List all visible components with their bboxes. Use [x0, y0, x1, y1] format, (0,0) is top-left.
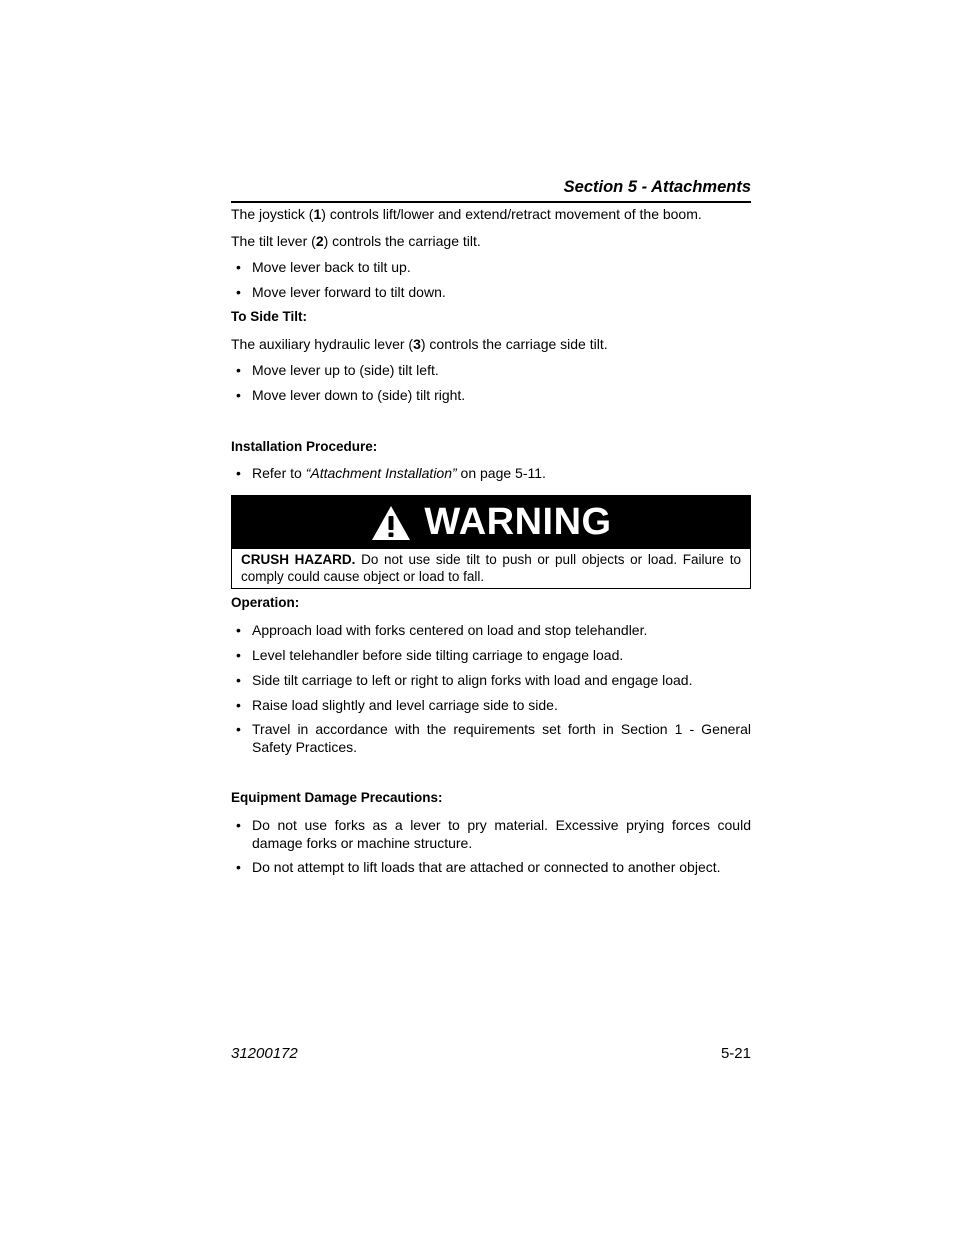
- list-item: • Raise load slightly and level carriage side to side.: [236, 697, 558, 713]
- aux-lever-paragraph: The auxiliary hydraulic lever (3) controls the carriage side tilt.: [231, 336, 608, 352]
- hazard-label: CRUSH HAZARD.: [241, 552, 356, 567]
- bullet-icon: •: [236, 859, 241, 875]
- warning-box: [231, 495, 751, 589]
- bullet-icon: •: [236, 284, 241, 300]
- bullet-icon: •: [236, 259, 241, 275]
- list-item: • Move lever forward to tilt down.: [236, 284, 446, 300]
- list-item: • Do not use forks as a lever to pry material. Excessive prying forces could damage forks or machine structure.: [236, 817, 751, 851]
- list-item: • Travel in accordance with the requirements set forth in Section 1 - General Safety Practices.: [236, 721, 751, 755]
- bullet-icon: •: [236, 672, 241, 688]
- warning-banner: [232, 496, 750, 549]
- list-item: • Do not attempt to lift loads that are attached or connected to another object.: [236, 859, 721, 875]
- installation-heading: Installation Procedure:: [231, 439, 378, 454]
- section-header: [231, 177, 751, 203]
- bullet-icon: •: [236, 817, 241, 833]
- section-title: Section 5 - Attachments: [563, 178, 751, 196]
- operation-heading: Operation:: [231, 595, 300, 610]
- list-item: • Level telehandler before side tilting carriage to engage load.: [236, 647, 624, 663]
- warning-triangle-icon: [370, 504, 412, 542]
- list-item: • Approach load with forks centered on load and stop telehandler.: [236, 622, 648, 638]
- bullet-icon: •: [236, 721, 241, 737]
- bullet-icon: •: [236, 622, 241, 638]
- manual-page: [231, 0, 751, 1235]
- bullet-icon: •: [236, 362, 241, 378]
- bullet-icon: •: [236, 465, 241, 481]
- bullet-icon: •: [236, 697, 241, 713]
- warning-text: CRUSH HAZARD. Do not use side tilt to push or pull objects or load. Failure to comply could cause object or load to fall.: [241, 552, 741, 584]
- bullet-icon: •: [236, 647, 241, 663]
- bullet-icon: •: [236, 387, 241, 403]
- list-item: • Refer to “Attachment Installation” on page 5-11.: [236, 465, 546, 481]
- list-item: • Move lever down to (side) tilt right.: [236, 387, 466, 403]
- page-number: 5-21: [720, 1045, 751, 1062]
- list-item: • Side tilt carriage to left or right to align forks with load and engage load.: [236, 672, 693, 688]
- damage-precautions-heading: Equipment Damage Precautions:: [231, 790, 443, 805]
- side-tilt-heading: To Side Tilt:: [231, 309, 307, 324]
- warning-title: WARNING: [424, 501, 612, 543]
- joystick-paragraph: The joystick (1) controls lift/lower and extend/retract movement of the boom.: [231, 206, 702, 222]
- document-number: 31200172: [231, 1045, 298, 1062]
- list-item: • Move lever back to tilt up.: [236, 259, 411, 275]
- cross-reference-link[interactable]: “Attachment Installation”: [305, 465, 457, 481]
- list-item: • Move lever up to (side) tilt left.: [236, 362, 439, 378]
- tilt-paragraph: The tilt lever (2) controls the carriage tilt.: [231, 233, 481, 249]
